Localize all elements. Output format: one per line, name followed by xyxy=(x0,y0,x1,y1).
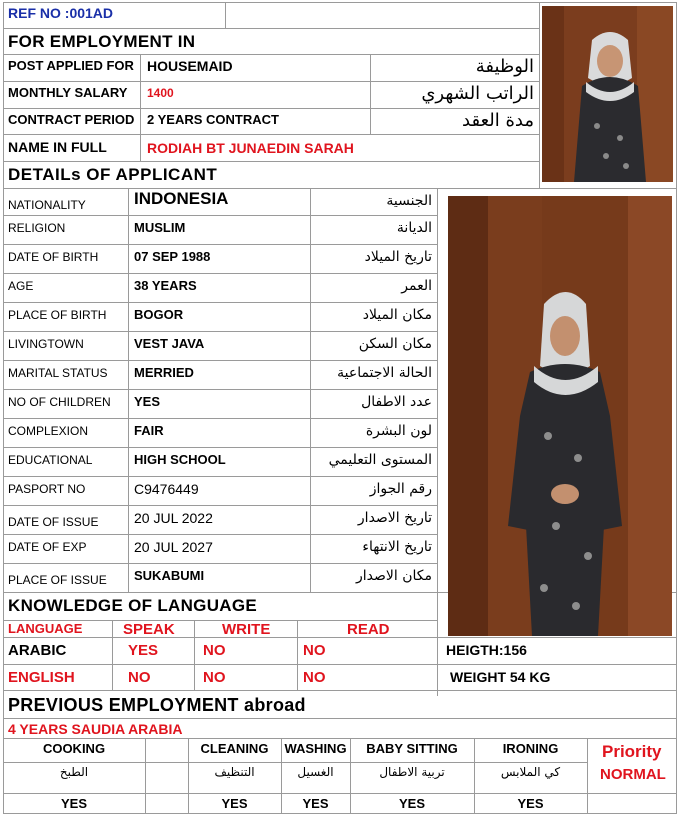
date-of-issue-label-arabic: تاريخ الاصدار xyxy=(357,510,432,526)
applicant-photo-portrait xyxy=(542,6,673,182)
salary-label-arabic: الراتب الشهري xyxy=(421,83,534,104)
marital-status-label-arabic: الحالة الاجتماعية xyxy=(337,365,432,381)
language-col-header: LANGUAGE xyxy=(8,621,83,636)
place-of-birth-value: BOGOR xyxy=(134,307,184,322)
date-of-exp-label-arabic: تاريخ الانتهاء xyxy=(362,539,432,555)
language-heading: KNOWLEDGE OF LANGUAGE xyxy=(8,596,258,615)
arabic-speak: YES xyxy=(128,642,159,659)
cleaning-skill-label: CLEANING xyxy=(200,741,269,756)
washing-skill-value: YES xyxy=(302,796,329,811)
previous-experience: 4 YEARS SAUDIA ARABIA xyxy=(8,721,183,737)
write-col-header: WRITE xyxy=(222,621,271,638)
religion-value: MUSLIM xyxy=(134,220,186,235)
place-of-issue-label-arabic: مكان الاصدار xyxy=(356,568,432,584)
priority-label: Priority xyxy=(602,742,662,761)
marital-status-value: MERRIED xyxy=(134,365,194,380)
educational-value: HIGH SCHOOL xyxy=(134,452,226,467)
age-value: 38 YEARS xyxy=(134,278,197,293)
weight-value: WEIGHT 54 KG xyxy=(450,669,551,685)
cooking-skill-value: YES xyxy=(60,796,87,811)
arabic-read: NO xyxy=(303,642,326,659)
salary-label: MONTHLY SALARY xyxy=(8,85,128,100)
place-of-issue-value: SUKABUMI xyxy=(134,568,205,583)
religion-label-arabic: الديانة xyxy=(396,220,432,236)
previous-employment-heading: PREVIOUS EMPLOYMENT abroad xyxy=(8,695,306,715)
age-label-arabic: العمر xyxy=(401,278,432,294)
speak-col-header: SPEAK xyxy=(123,621,175,638)
name-label: NAME IN FULL xyxy=(8,139,107,155)
contract-value: 2 YEARS CONTRACT xyxy=(147,112,279,127)
age-label: AGE xyxy=(8,279,34,293)
details-heading: DETAILs OF APPLICANT xyxy=(8,165,218,184)
cooking-skill-label-arabic: الطبخ xyxy=(59,765,89,779)
cleaning-skill-label-arabic: التنظيف xyxy=(214,765,255,779)
no-of-children-value: YES xyxy=(134,394,161,409)
applicant-photo-full xyxy=(448,196,672,636)
date-of-exp-value: 20 JUL 2027 xyxy=(134,539,213,555)
place-of-birth-label-arabic: مكان الميلاد xyxy=(362,307,432,323)
place-of-birth-label: PLACE OF BIRTH xyxy=(8,308,107,322)
height-value: HEIGTH:156 xyxy=(446,642,527,658)
baby-sitting-skill-label-arabic: تربية الاطفال xyxy=(379,765,445,779)
no-of-children-label-arabic: عدد الاطفال xyxy=(361,394,432,410)
read-col-header: READ xyxy=(347,621,390,638)
date-of-birth-label-arabic: تاريخ الميلاد xyxy=(364,249,432,265)
complexion-label: COMPLEXION xyxy=(8,424,89,438)
baby-sitting-skill-label: BABY SITTING xyxy=(366,741,458,756)
english-language: ENGLISH xyxy=(8,669,75,686)
place-of-issue-label: PLACE OF ISSUE xyxy=(8,573,107,587)
complexion-value: FAIR xyxy=(134,423,164,438)
livingtown-value: VEST JAVA xyxy=(134,336,205,351)
livingtown-label: LIVINGTOWN xyxy=(8,337,84,351)
arabic-write: NO xyxy=(203,642,226,659)
pasport-no-label-arabic: رقم الجواز xyxy=(369,481,432,497)
english-write: NO xyxy=(203,669,226,686)
ironing-skill-value: YES xyxy=(517,796,544,811)
educational-label-arabic: المستوى التعليمي xyxy=(328,452,432,468)
baby-sitting-skill-value: YES xyxy=(398,796,425,811)
nationality-label-arabic: الجنسية xyxy=(386,193,432,209)
arabic-language: ARABIC xyxy=(8,642,67,659)
date-of-birth-value: 07 SEP 1988 xyxy=(134,249,211,264)
contract-label-arabic: مدة العقد xyxy=(462,110,534,131)
post-label-arabic: الوظيفة xyxy=(475,56,534,77)
english-read: NO xyxy=(303,669,326,686)
priority-value: NORMAL xyxy=(600,766,666,783)
pasport-no-label: PASPORT NO xyxy=(8,482,86,496)
cooking-skill-label: COOKING xyxy=(42,741,106,756)
cleaning-skill-value: YES xyxy=(221,796,248,811)
livingtown-label-arabic: مكان السكن xyxy=(358,336,432,352)
ironing-skill-label: IRONING xyxy=(502,741,559,756)
post-label: POST APPLIED FOR xyxy=(8,58,134,73)
pasport-no-value: C9476449 xyxy=(134,481,199,497)
washing-skill-label-arabic: الغسيل xyxy=(297,765,334,779)
ironing-skill-label-arabic: كي الملابس xyxy=(500,765,561,779)
nationality-label: NATIONALITY xyxy=(8,198,86,212)
post-value: HOUSEMAID xyxy=(147,58,233,74)
date-of-issue-label: DATE OF ISSUE xyxy=(8,515,99,529)
date-of-birth-label: DATE OF BIRTH xyxy=(8,250,99,264)
no-of-children-label: NO OF CHILDREN xyxy=(8,395,111,409)
salary-value: 1400 xyxy=(147,86,174,100)
washing-skill-label: WASHING xyxy=(284,741,347,756)
marital-status-label: MARITAL STATUS xyxy=(8,366,108,380)
ref-number: REF NO :001AD xyxy=(8,5,114,21)
complexion-label-arabic: لون البشرة xyxy=(365,423,432,439)
nationality-value: INDONESIA xyxy=(134,189,229,208)
contract-label: CONTRACT PERIOD xyxy=(8,112,135,127)
educational-label: EDUCATIONAL xyxy=(8,453,93,467)
date-of-exp-label: DATE OF EXP xyxy=(8,540,87,554)
english-speak: NO xyxy=(128,669,151,686)
employment-heading: FOR EMPLOYMENT IN xyxy=(8,32,196,51)
name-value: RODIAH BT JUNAEDIN SARAH xyxy=(147,140,354,156)
religion-label: RELIGION xyxy=(8,221,66,235)
date-of-issue-value: 20 JUL 2022 xyxy=(134,510,213,526)
